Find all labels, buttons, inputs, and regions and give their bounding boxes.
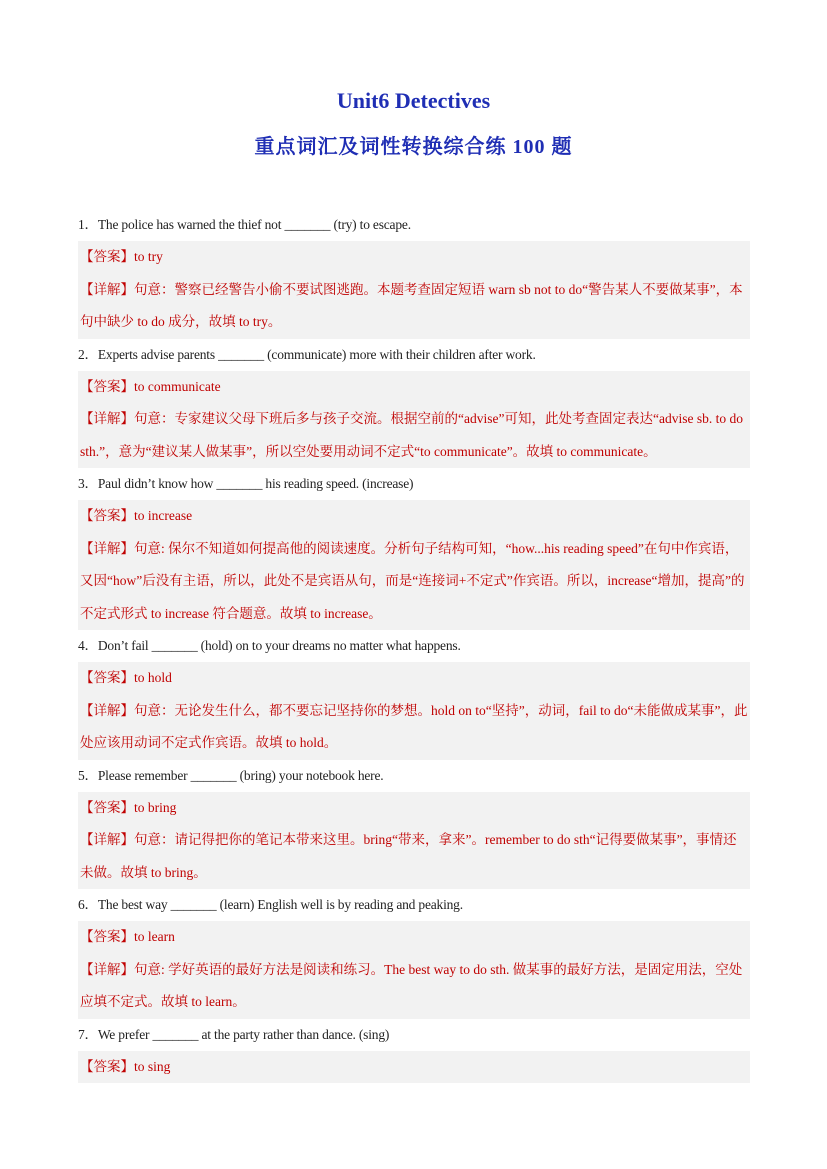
detail-text: 句意：警察已经警告小偷不要试图逃跑。本题考查固定短语 warn sb not to do“警告某人不要做某事”，本句中缺少 to do 成分，故填 to try。 bbox=[80, 281, 743, 329]
answer-label: 【答案】 bbox=[80, 670, 134, 685]
question-1: 1．The police has warned the thief not _______ (try) to escape. bbox=[78, 217, 411, 232]
detail-label: 【详解】 bbox=[80, 281, 134, 297]
detail-line-6 bbox=[78, 954, 750, 1019]
answer-box-3 bbox=[78, 500, 750, 630]
detail-label: 【详解】 bbox=[80, 411, 134, 426]
page-title: Unit6 Detectives bbox=[336, 88, 491, 113]
question-7: 7．We prefer _______ at the party rather than dance. (sing) bbox=[78, 1026, 390, 1042]
page-subtitle: 重点词汇及词性转换综合练 100 题 bbox=[254, 136, 573, 158]
answer-text: to increase bbox=[134, 508, 193, 523]
detail-label: 【详解】 bbox=[80, 540, 134, 556]
detail-text: 句意: 保尔不知道如何提高他的阅读速度。分析句子结构可知，“how...his reading speed”在句中作宾语，又因“how”后没有主语，所以，此处不是宾语从句，而是“连接词+不定式”作宾语。所以，increase“增加，提高”的不定式形式 to increase 符合题意。故填 to increase。 bbox=[80, 540, 745, 621]
detail-label: 【详解】 bbox=[80, 961, 134, 977]
answer-line-1 bbox=[78, 241, 750, 274]
question-3: 3．Paul didn’t know how _______ his reading speed. (increase) bbox=[78, 476, 414, 491]
answer-line-6 bbox=[78, 921, 750, 954]
answer-line-3 bbox=[78, 500, 750, 533]
question-2: 2．Experts advise parents _______ (communicate) more with their children after work. bbox=[78, 346, 536, 362]
question-6: 6．The best way _______ (learn) English well is by reading and peaking. bbox=[78, 897, 463, 912]
answer-label: 【答案】 bbox=[80, 1058, 134, 1074]
answer-label: 【答案】 bbox=[80, 508, 134, 523]
detail-text: 句意：无论发生什么，都不要忘记坚持你的梦想。hold on to“坚持”，动词，fail to do“未能做成某事”，此处应该用动词不定式作宾语。故填 to hold。 bbox=[80, 702, 748, 750]
answer-text: to bring bbox=[134, 799, 177, 815]
detail-text: 句意: 学好英语的最好方法是阅读和练习。The best way to do sth. 做某事的最好方法，是固定用法，空处应填不定式。故填 to learn。 bbox=[80, 961, 743, 1009]
detail-line-5 bbox=[78, 824, 750, 889]
detail-text: 句意：请记得把你的笔记本带来这里。bring“带来，拿来”。remember to do sth“记得要做某事”，事情还未做。故填 to bring。 bbox=[80, 832, 737, 880]
exercise-list bbox=[78, 209, 750, 1083]
answer-text: to communicate bbox=[134, 378, 221, 394]
question-5: 5．Please remember _______ (bring) your notebook here. bbox=[78, 767, 384, 783]
answer-label: 【答案】 bbox=[80, 249, 134, 264]
answer-text: to hold bbox=[134, 670, 172, 685]
answer-text: to sing bbox=[134, 1058, 171, 1074]
answer-line-7 bbox=[78, 1051, 750, 1084]
answer-line-5 bbox=[78, 792, 750, 825]
answer-line-4 bbox=[78, 662, 750, 695]
detail-label: 【详解】 bbox=[80, 832, 134, 847]
detail-line-1 bbox=[78, 274, 750, 339]
answer-text: to try bbox=[134, 249, 163, 264]
question-4: 4．Don’t fail _______ (hold) on to your dreams no matter what happens. bbox=[78, 638, 461, 653]
detail-text: 句意：专家建议父母下班后多与孩子交流。根据空前的“advise”可知，此处考查固定表达“advise sb. to do sth.”，意为“建议某人做某事”，所以空处要用动词不定式“to communicate”。故填 to communicate。 bbox=[80, 411, 743, 459]
answer-box-4 bbox=[78, 662, 750, 760]
detail-line-3 bbox=[78, 533, 750, 631]
answer-line-2 bbox=[78, 371, 750, 404]
detail-line-4 bbox=[78, 695, 750, 760]
answer-box-2 bbox=[78, 371, 750, 469]
detail-label: 【详解】 bbox=[80, 702, 134, 718]
answer-box-5 bbox=[78, 792, 750, 890]
answer-box-7 bbox=[78, 1051, 750, 1084]
answer-label: 【答案】 bbox=[80, 929, 134, 944]
answer-label: 【答案】 bbox=[80, 378, 134, 394]
detail-line-2 bbox=[78, 403, 750, 468]
answer-text: to learn bbox=[134, 929, 175, 944]
answer-label: 【答案】 bbox=[80, 799, 134, 815]
answer-box-6 bbox=[78, 921, 750, 1019]
answer-box-1 bbox=[78, 241, 750, 339]
